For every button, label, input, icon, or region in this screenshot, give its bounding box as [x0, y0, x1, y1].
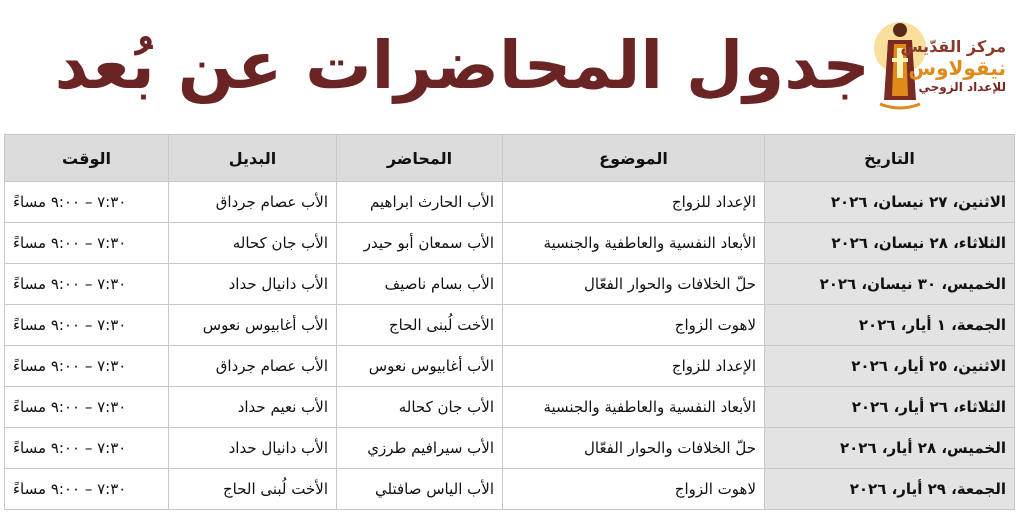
cell-lecturer: الأب سمعان أبو حيدر — [337, 223, 503, 264]
page-title: جدول المحاضرات عن بُعد — [54, 27, 870, 104]
cell-time: ٧:٣٠ – ٩:٠٠ مساءً — [5, 428, 169, 469]
cell-time: ٧:٣٠ – ٩:٠٠ مساءً — [5, 387, 169, 428]
cell-time: ٧:٣٠ – ٩:٠٠ مساءً — [5, 182, 169, 223]
header-substitute: البديل — [169, 135, 337, 182]
cell-lecturer: الأخت لُبنى الحاج — [337, 305, 503, 346]
cell-topic: لاهوت الزواج — [503, 305, 765, 346]
cell-substitute: الأب أغابيوس نعوس — [169, 305, 337, 346]
cell-topic: الأبعاد النفسية والعاطفية والجنسية — [503, 223, 765, 264]
cell-time: ٧:٣٠ – ٩:٠٠ مساءً — [5, 469, 169, 510]
cell-date: الجمعة، ١ أيار، ٢٠٢٦ — [765, 305, 1015, 346]
cell-substitute: الأب نعيم حداد — [169, 387, 337, 428]
schedule-table-container — [4, 134, 1014, 516]
table-row — [5, 182, 1015, 223]
cell-substitute: الأخت لُبنى الحاج — [169, 469, 337, 510]
table-row — [5, 387, 1015, 428]
cell-date: الخميس، ٢٨ أيار، ٢٠٢٦ — [765, 428, 1015, 469]
header-date: التاريخ — [765, 135, 1015, 182]
cell-substitute: الأب عصام جرداق — [169, 182, 337, 223]
cell-substitute: الأب دانيال حداد — [169, 428, 337, 469]
header-topic: الموضوع — [503, 135, 765, 182]
cell-topic: حلّ الخلافات والحوار الفعّال — [503, 264, 765, 305]
page-header — [0, 0, 1016, 130]
table-row — [5, 469, 1015, 510]
table-row — [5, 264, 1015, 305]
center-logo — [860, 8, 1010, 120]
cell-date: الثلاثاء، ٢٦ أيار، ٢٠٢٦ — [765, 387, 1015, 428]
cell-lecturer: الأب الحارث ابراهيم — [337, 182, 503, 223]
cell-time: ٧:٣٠ – ٩:٠٠ مساءً — [5, 305, 169, 346]
cell-time: ٧:٣٠ – ٩:٠٠ مساءً — [5, 223, 169, 264]
header-time: الوقت — [5, 135, 169, 182]
cell-topic: لاهوت الزواج — [503, 469, 765, 510]
cell-lecturer: الأب بسام ناصيف — [337, 264, 503, 305]
cell-topic: الأبعاد النفسية والعاطفية والجنسية — [503, 387, 765, 428]
cell-substitute: الأب دانيال حداد — [169, 264, 337, 305]
table-row — [5, 428, 1015, 469]
cell-lecturer: الأب سيرافيم طرزي — [337, 428, 503, 469]
cell-time: ٧:٣٠ – ٩:٠٠ مساءً — [5, 264, 169, 305]
table-row — [5, 223, 1015, 264]
cell-topic: الإعداد للزواج — [503, 182, 765, 223]
cell-substitute: الأب جان كحاله — [169, 223, 337, 264]
logo-line-name: نيقولاوس — [908, 56, 1006, 80]
cell-lecturer: الأب الياس صافتلي — [337, 469, 503, 510]
table-row — [5, 346, 1015, 387]
logo-line-center: مركز القدّيس — [900, 37, 1006, 56]
cell-topic: حلّ الخلافات والحوار الفعّال — [503, 428, 765, 469]
cell-lecturer: الأب أغابيوس نعوس — [337, 346, 503, 387]
cell-date: الاثنين، ٢٥ أيار، ٢٠٢٦ — [765, 346, 1015, 387]
cell-date: الثلاثاء، ٢٨ نيسان، ٢٠٢٦ — [765, 223, 1015, 264]
cell-lecturer: الأب جان كحاله — [337, 387, 503, 428]
table-row — [5, 305, 1015, 346]
logo-text — [896, 38, 1006, 94]
table-header-row — [5, 135, 1015, 182]
cell-date: الجمعة، ٢٩ أيار، ٢٠٢٦ — [765, 469, 1015, 510]
header-lecturer: المحاضر — [337, 135, 503, 182]
cell-time: ٧:٣٠ – ٩:٠٠ مساءً — [5, 346, 169, 387]
cell-substitute: الأب عصام جرداق — [169, 346, 337, 387]
cell-date: الاثنين، ٢٧ نيسان، ٢٠٢٦ — [765, 182, 1015, 223]
cell-date: الخميس، ٣٠ نيسان، ٢٠٢٦ — [765, 264, 1015, 305]
logo-line-purpose: للإعداد الزوجي — [918, 80, 1006, 94]
cell-topic: الإعداد للزواج — [503, 346, 765, 387]
schedule-table — [4, 134, 1015, 510]
